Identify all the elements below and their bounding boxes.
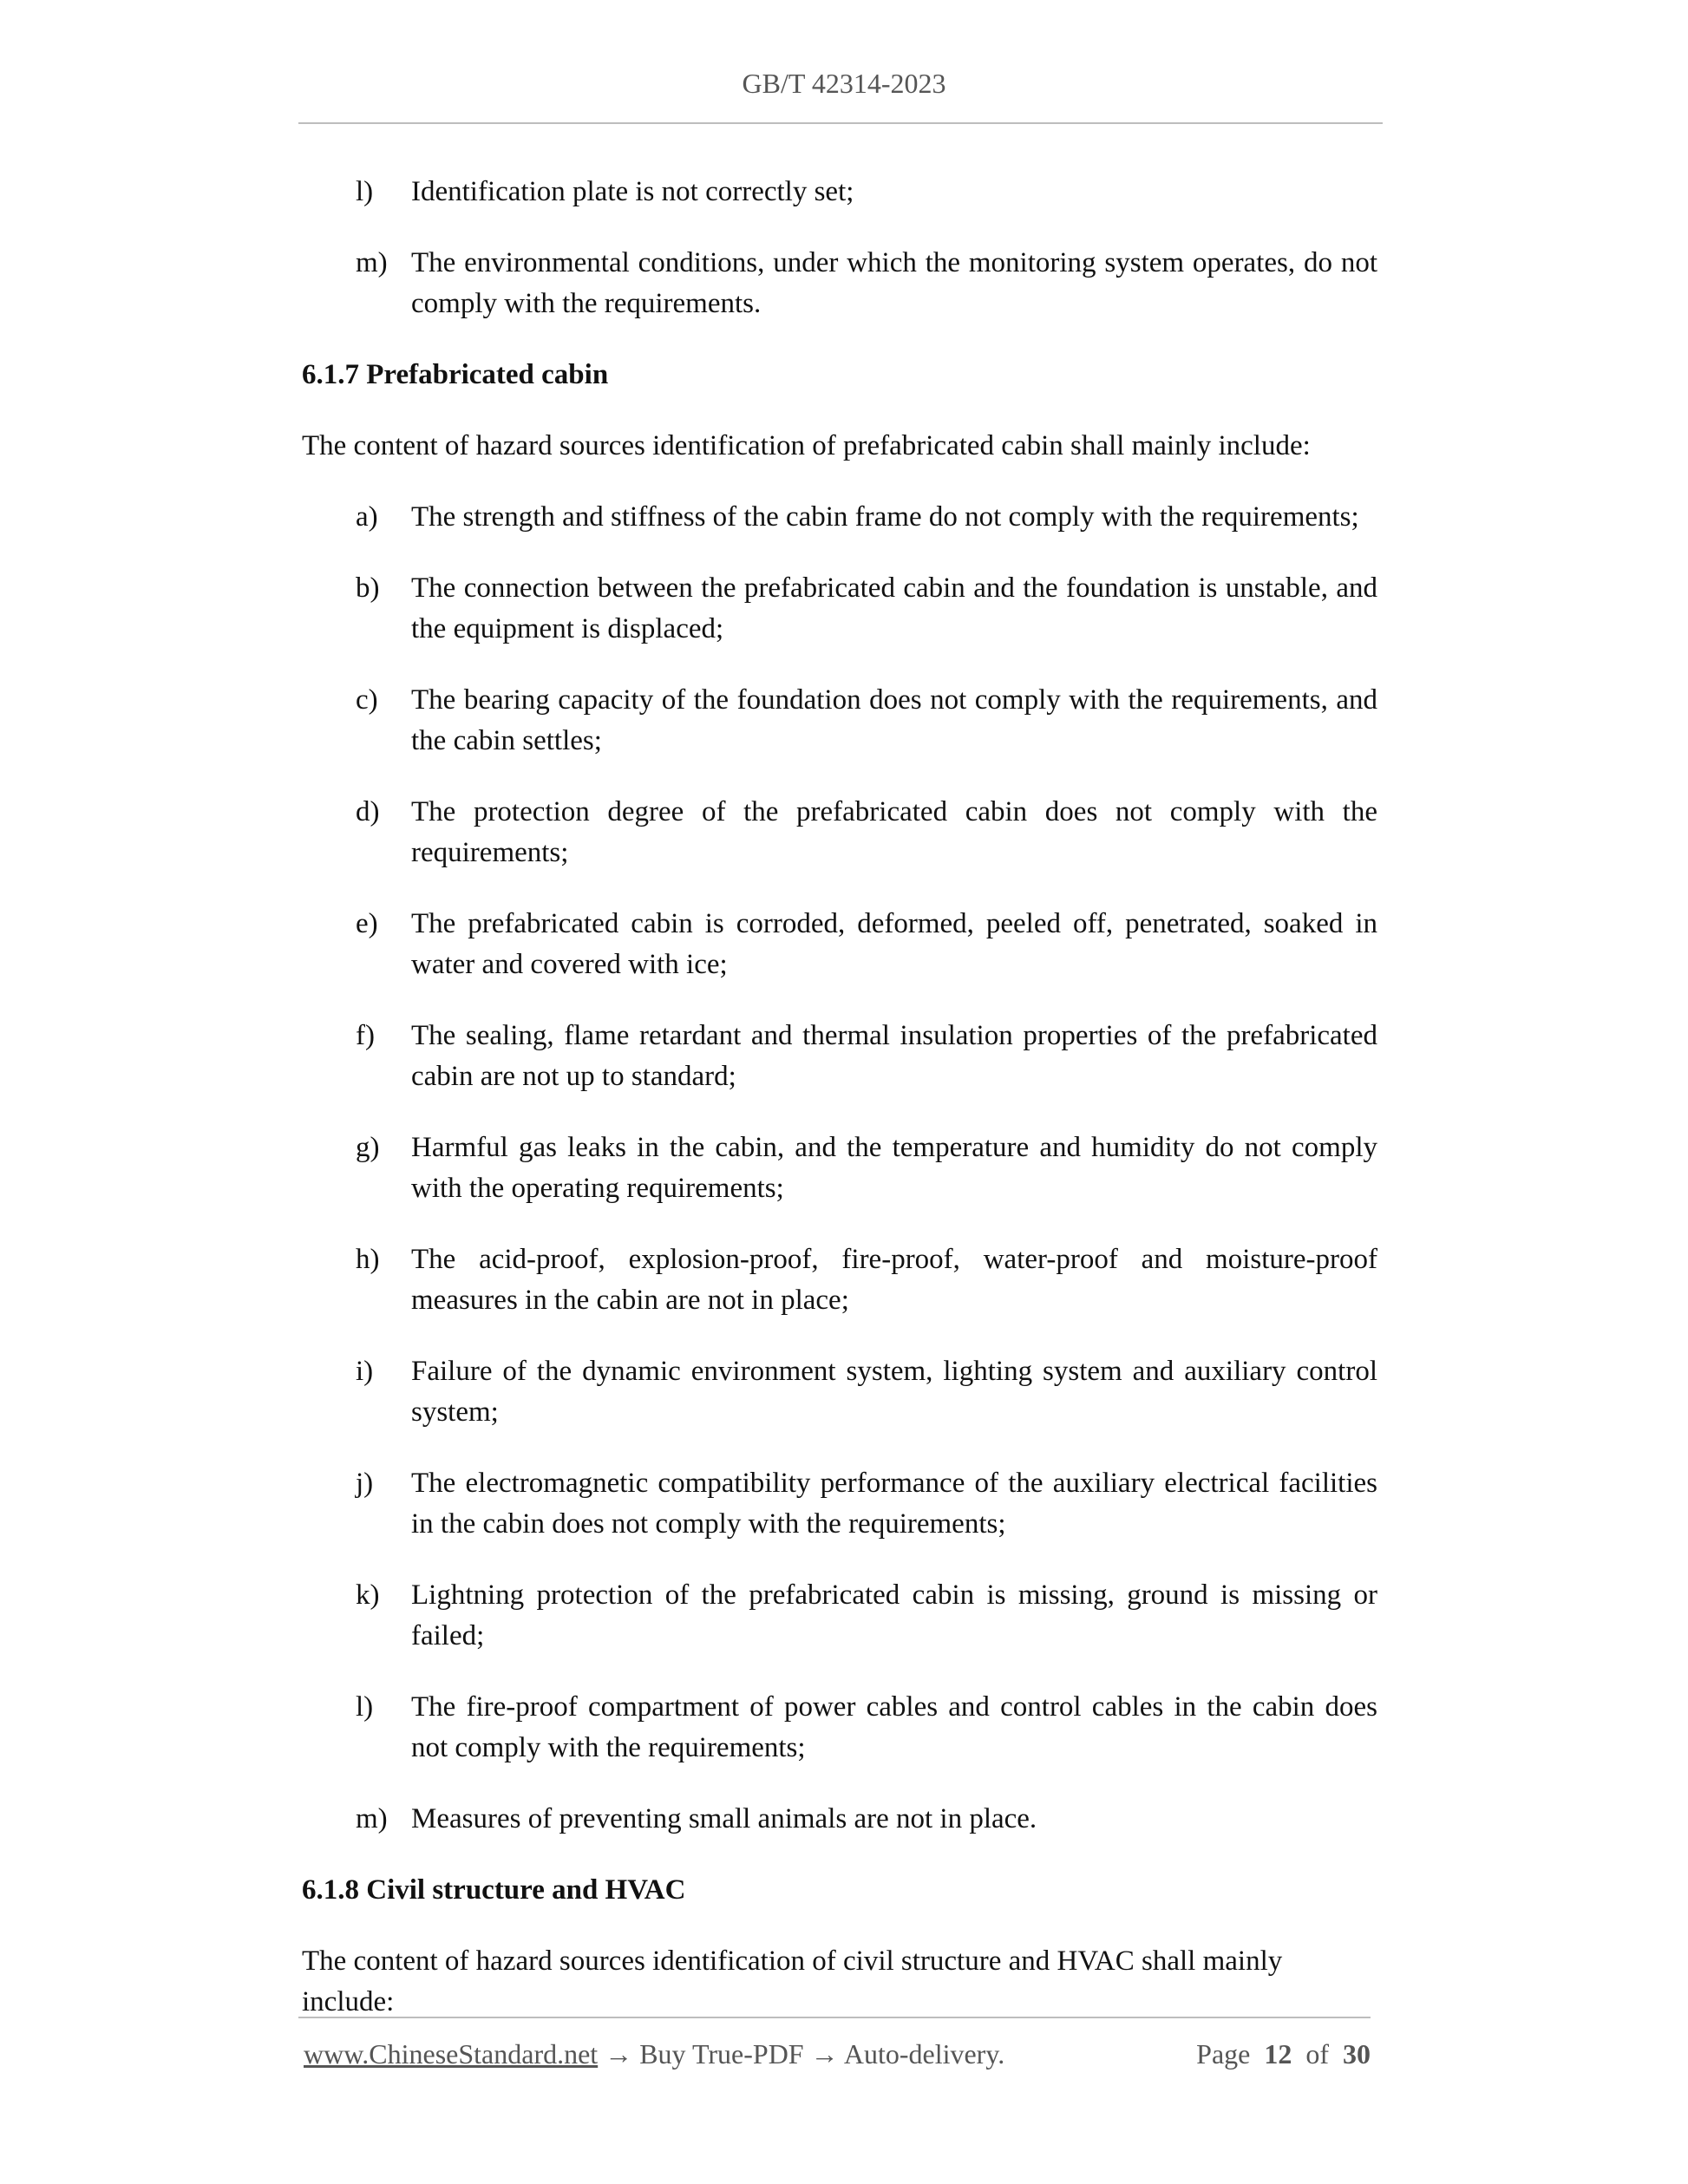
list-item — [302, 904, 1377, 985]
list-item-label: b) — [356, 572, 380, 604]
list-item-text: The bearing capacity of the foundation does not comply with the requirements, and the cabin settles; — [411, 684, 1377, 756]
section-heading-6-1-7: 6.1.7 Prefabricated cabin — [302, 359, 609, 390]
list-item — [302, 1799, 1377, 1840]
footer-left — [304, 2038, 1004, 2070]
list-item — [302, 680, 1377, 762]
list-item-label: j) — [356, 1468, 374, 1499]
list-item-text: Harmful gas leaks in the cabin, and the temperature and humidity do not comply with the operating requirements; — [411, 1132, 1377, 1204]
list-item-text: The connection between the prefabricated cabin and the foundation is unstable, and the equipment is displaced; — [411, 572, 1377, 644]
page-current: 12 — [1264, 2038, 1292, 2070]
list-item-label: l) — [356, 1691, 374, 1723]
list-item-label: k) — [356, 1579, 380, 1611]
list-item-label: i) — [356, 1356, 374, 1387]
page-number — [1196, 2038, 1371, 2070]
list-item-text: Measures of preventing small animals are not in place. — [411, 1803, 1037, 1834]
list-item — [302, 243, 1377, 324]
list-item-text: The acid-proof, explosion-proof, fire-proof, water-proof and moisture-proof measures in the cabin are not in place; — [411, 1244, 1377, 1316]
list-item-label: d) — [356, 796, 380, 827]
header-divider — [298, 122, 1383, 124]
list-item-text: The environmental conditions, under which the monitoring system operates, do not comply with the requirements. — [411, 247, 1377, 319]
list-item — [302, 1463, 1377, 1545]
list-item-label: g) — [356, 1132, 380, 1163]
section-intro-6-1-8: The content of hazard sources identification of civil structure and HVAC shall mainly include: — [302, 1945, 1283, 2017]
document-body — [302, 172, 1377, 2053]
list-item — [302, 1239, 1377, 1321]
list-item-text: The protection degree of the prefabricated cabin does not comply with the requirements; — [411, 796, 1377, 868]
list-item-label: m) — [356, 247, 388, 278]
section-intro-6-1-7: The content of hazard sources identification of prefabricated cabin shall mainly include: — [302, 430, 1311, 461]
list-item — [302, 1687, 1377, 1769]
list-item — [302, 1575, 1377, 1657]
page-total: 30 — [1343, 2038, 1371, 2070]
list-item-label: a) — [356, 501, 378, 533]
list-item-text: Failure of the dynamic environment system, lighting system and auxiliary control system; — [411, 1356, 1377, 1428]
list-item-label: l) — [356, 176, 374, 207]
list-item — [302, 1128, 1377, 1209]
page-header-title: GB/T 42314-2023 — [742, 68, 946, 99]
list-item — [302, 497, 1377, 538]
footer-divider — [298, 2017, 1371, 2018]
list-item-label: h) — [356, 1244, 380, 1275]
list-item-label: e) — [356, 908, 378, 939]
page-word: Page — [1196, 2038, 1251, 2070]
list-item-text: The electromagnetic compatibility performance of the auxiliary electrical facilities in the cabin does not comply with the requirements; — [411, 1468, 1377, 1540]
list-item — [302, 792, 1377, 873]
list-item-text: The sealing, flame retardant and thermal insulation properties of the prefabricated cabin are not up to standard; — [411, 1020, 1377, 1092]
list-item-label: m) — [356, 1803, 388, 1834]
of-word: of — [1305, 2038, 1329, 2070]
list-item-text: The fire-proof compartment of power cables and control cables in the cabin does not comply with the requirements; — [411, 1691, 1377, 1763]
page-footer — [304, 2038, 1371, 2070]
website-link[interactable]: www.ChineseStandard.net — [304, 2038, 599, 2070]
list-item-text: The prefabricated cabin is corroded, deformed, peeled off, penetrated, soaked in water and covered with ice; — [411, 908, 1377, 980]
list-item-label: f) — [356, 1020, 375, 1051]
list-item — [302, 172, 1377, 213]
list-item — [302, 1016, 1377, 1097]
list-item-text: Identification plate is not correctly set; — [411, 176, 854, 207]
section-heading-6-1-8: 6.1.8 Civil structure and HVAC — [302, 1874, 686, 1906]
list-item — [302, 568, 1377, 650]
list-item-label: c) — [356, 684, 378, 716]
footer-tagline: → Buy True-PDF → Auto-delivery. — [598, 2038, 1005, 2070]
list-item — [302, 1351, 1377, 1433]
list-item-text: The strength and stiffness of the cabin frame do not comply with the requirements; — [411, 501, 1359, 533]
list-item-text: Lightning protection of the prefabricated cabin is missing, ground is missing or failed; — [411, 1579, 1377, 1651]
